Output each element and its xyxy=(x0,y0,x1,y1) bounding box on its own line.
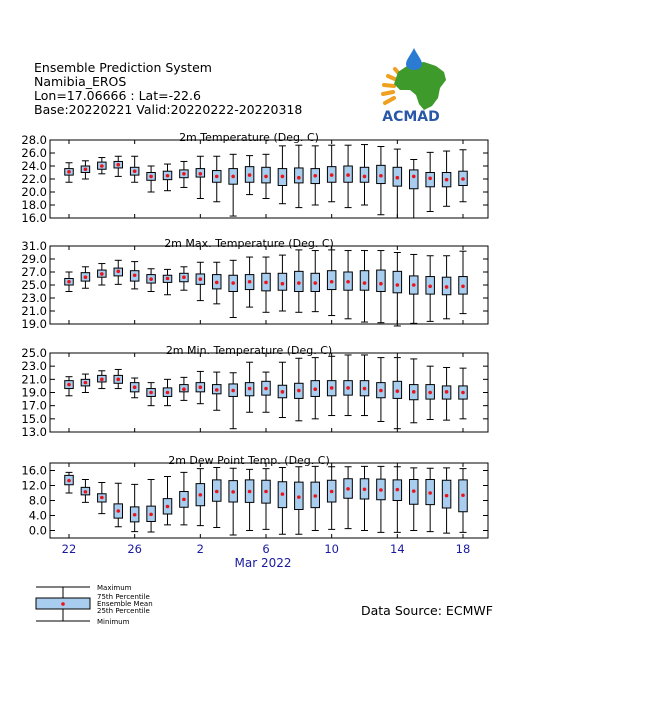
box-day-18 xyxy=(360,251,369,322)
mean-dot xyxy=(116,509,120,513)
box-day-24 xyxy=(459,469,468,533)
mean-dot xyxy=(248,490,252,494)
mean-dot xyxy=(445,390,449,394)
mean-dot xyxy=(281,390,285,394)
mean-dot xyxy=(313,281,317,285)
mean-dot xyxy=(363,487,367,491)
mean-dot xyxy=(67,383,71,387)
box-day-6 xyxy=(163,164,172,191)
box-day-20 xyxy=(393,467,402,533)
y-tick-label: 31.0 xyxy=(21,239,47,253)
mean-dot xyxy=(346,173,350,177)
box-day-3 xyxy=(114,156,123,176)
legend-minimum-label: Minimum xyxy=(97,618,130,626)
box-day-20 xyxy=(393,358,402,429)
mean-dot xyxy=(412,489,416,493)
mean-dot xyxy=(215,388,219,392)
box-day-20 xyxy=(393,149,402,218)
mean-dot xyxy=(313,174,317,178)
header-coordinates: Lon=17.06666 : Lat=-22.6 xyxy=(34,88,201,103)
mean-dot xyxy=(396,176,400,180)
x-tick-label: 6 xyxy=(262,542,270,556)
box-day-3 xyxy=(114,369,123,388)
box-day-22 xyxy=(426,152,435,211)
mean-dot xyxy=(281,282,285,286)
mean-dot xyxy=(133,385,137,389)
box-day-14 xyxy=(295,467,304,535)
box-day-11 xyxy=(245,362,254,412)
box-day-6 xyxy=(163,269,172,294)
mean-dot xyxy=(149,391,153,395)
panel-title: 2m Dew Point Temp. (Deg. C) xyxy=(168,454,330,467)
box-day-9 xyxy=(213,372,222,410)
box-day-0 xyxy=(65,472,74,493)
box-day-2 xyxy=(98,158,107,174)
y-tick-label: 20.0 xyxy=(21,185,47,199)
iqr-box xyxy=(393,271,402,292)
mean-dot xyxy=(461,177,465,181)
y-tick-label: 26.0 xyxy=(21,146,47,160)
y-tick-label: 0.0 xyxy=(28,523,47,538)
mean-dot xyxy=(133,273,137,277)
panel-title: 2m Min. Temperature (Deg. C) xyxy=(165,344,333,357)
mean-dot xyxy=(116,163,120,167)
mean-dot xyxy=(412,175,416,179)
mean-dot xyxy=(379,282,383,286)
mean-dot xyxy=(297,281,301,285)
mean-dot xyxy=(215,490,219,494)
y-tick-label: 8.0 xyxy=(28,493,47,508)
box-day-0 xyxy=(65,272,74,292)
mean-dot xyxy=(297,176,301,180)
mean-dot xyxy=(428,391,432,395)
box-day-24 xyxy=(459,368,468,419)
box-day-15 xyxy=(311,251,320,312)
mean-dot xyxy=(116,378,120,382)
mean-dot xyxy=(363,175,367,179)
header-dates: Base:20220221 Valid:20220222-20220318 xyxy=(34,102,303,117)
box-day-14 xyxy=(295,358,304,421)
mean-dot xyxy=(264,175,268,179)
box-day-8 xyxy=(196,371,205,403)
mean-dot xyxy=(231,389,235,393)
mean-dot xyxy=(412,390,416,394)
y-tick-label: 23.0 xyxy=(21,359,47,374)
mean-dot xyxy=(248,173,252,177)
mean-dot xyxy=(166,391,170,395)
mean-dot xyxy=(248,387,252,391)
box-day-21 xyxy=(410,254,419,323)
mean-dot xyxy=(297,495,301,499)
box-day-12 xyxy=(262,257,271,312)
box-day-13 xyxy=(278,255,287,311)
box-day-16 xyxy=(327,250,336,316)
box-day-4 xyxy=(130,378,139,398)
logo-water-drop-icon xyxy=(406,48,422,70)
box-day-0 xyxy=(65,163,74,183)
mean-dot xyxy=(182,498,186,502)
panel-1 xyxy=(21,131,488,225)
mean-dot xyxy=(149,513,153,517)
box-day-1 xyxy=(81,374,90,392)
box-day-4 xyxy=(130,484,139,531)
box-day-16 xyxy=(327,356,336,415)
box-day-15 xyxy=(311,358,320,419)
mean-dot xyxy=(412,283,416,287)
mean-dot xyxy=(297,389,301,393)
box-day-18 xyxy=(360,466,369,530)
y-tick-label: 23.0 xyxy=(21,291,47,305)
y-tick-label: 25.0 xyxy=(21,278,47,292)
legend-p25-label: 25th Percentile xyxy=(97,607,150,615)
mean-dot xyxy=(166,505,170,509)
y-tick-label: 25.0 xyxy=(21,346,47,360)
box-day-7 xyxy=(180,267,189,290)
mean-dot xyxy=(231,281,235,285)
y-tick-label: 29.0 xyxy=(21,252,47,266)
mean-dot xyxy=(100,496,104,500)
legend xyxy=(36,584,153,626)
box-day-11 xyxy=(245,469,254,530)
mean-dot xyxy=(149,175,153,179)
mean-dot xyxy=(264,281,268,285)
box-day-2 xyxy=(98,483,107,514)
box-day-22 xyxy=(426,256,435,322)
box-day-24 xyxy=(459,150,468,202)
mean-dot xyxy=(264,387,268,391)
box-day-9 xyxy=(213,262,222,304)
box-day-7 xyxy=(180,472,189,525)
box-day-5 xyxy=(147,383,156,406)
mean-dot xyxy=(215,175,219,179)
box-day-18 xyxy=(360,145,369,205)
mean-dot xyxy=(445,178,449,182)
header-station: Namibia_EROS xyxy=(34,74,127,89)
mean-dot xyxy=(445,285,449,289)
mean-dot xyxy=(379,389,383,393)
legend-p75-label: 75th Percentile xyxy=(97,593,150,601)
logo-africa-icon xyxy=(394,62,446,110)
mean-dot xyxy=(166,277,170,281)
box-day-20 xyxy=(393,253,402,326)
mean-dot xyxy=(248,280,252,284)
mean-dot xyxy=(84,490,88,494)
box-day-21 xyxy=(410,160,419,219)
mean-dot xyxy=(100,272,104,276)
box-day-12 xyxy=(262,469,271,530)
mean-dot xyxy=(396,488,400,492)
mean-dot xyxy=(428,491,432,495)
panel-title: 2m Max. Temperature (Deg. C) xyxy=(164,237,334,250)
x-tick-label: 26 xyxy=(127,542,142,556)
mean-dot xyxy=(199,385,203,389)
logo-text: ACMAD xyxy=(382,109,440,125)
acmad-logo xyxy=(382,48,446,125)
mean-dot xyxy=(133,513,137,517)
legend-maximum-label: Maximum xyxy=(97,584,132,592)
y-tick-label: 28.0 xyxy=(21,133,47,147)
mean-dot xyxy=(363,387,367,391)
panel-3 xyxy=(21,344,488,439)
mean-dot xyxy=(330,386,334,390)
box-day-22 xyxy=(426,468,435,531)
box-day-17 xyxy=(344,467,353,529)
y-tick-label: 21.0 xyxy=(21,304,47,318)
mean-dot xyxy=(166,174,170,178)
y-tick-label: 22.0 xyxy=(21,172,47,186)
data-source-label: Data Source: ECMWF xyxy=(361,603,493,618)
y-tick-label: 16.0 xyxy=(21,211,47,225)
mean-dot xyxy=(149,277,153,281)
mean-dot xyxy=(84,167,88,171)
mean-dot xyxy=(199,493,203,497)
box-day-23 xyxy=(442,367,451,420)
x-tick-label: 22 xyxy=(61,542,77,556)
mean-dot xyxy=(215,281,219,285)
x-tick-label: 2 xyxy=(196,542,204,556)
mean-dot xyxy=(264,490,268,494)
box-day-17 xyxy=(344,251,353,319)
y-tick-label: 16.0 xyxy=(21,463,47,478)
box-day-3 xyxy=(114,260,123,284)
box-day-16 xyxy=(327,145,336,202)
box-day-19 xyxy=(377,466,386,532)
box-day-13 xyxy=(278,468,287,535)
box-day-9 xyxy=(213,468,222,528)
box-day-4 xyxy=(130,156,139,182)
iqr-box xyxy=(377,270,386,291)
x-tick-label: 10 xyxy=(324,542,339,556)
y-tick-label: 17.0 xyxy=(21,398,47,413)
box-day-14 xyxy=(295,250,304,312)
legend-mean-dot xyxy=(61,602,65,606)
panel-4 xyxy=(21,454,488,538)
mean-dot xyxy=(67,479,71,483)
mean-dot xyxy=(330,173,334,177)
y-tick-label: 27.0 xyxy=(21,265,47,279)
mean-dot xyxy=(231,490,235,494)
y-tick-label: 24.0 xyxy=(21,159,47,173)
box-day-15 xyxy=(311,146,320,205)
box-day-16 xyxy=(327,467,336,530)
box-day-7 xyxy=(180,161,189,187)
y-tick-label: 19.0 xyxy=(21,317,47,331)
iqr-box xyxy=(295,168,304,183)
box-day-17 xyxy=(344,145,353,207)
box-day-23 xyxy=(442,468,451,533)
y-tick-label: 12.0 xyxy=(21,478,47,493)
y-tick-label: 15.0 xyxy=(21,411,47,426)
box-day-8 xyxy=(196,262,205,300)
mean-dot xyxy=(379,174,383,178)
mean-dot xyxy=(313,387,317,391)
box-day-10 xyxy=(229,468,238,535)
mean-dot xyxy=(461,285,465,289)
box-day-10 xyxy=(229,373,238,429)
mean-dot xyxy=(84,275,88,279)
mean-dot xyxy=(281,492,285,496)
mean-dot xyxy=(116,270,120,274)
box-day-5 xyxy=(147,480,156,533)
iqr-box xyxy=(278,273,287,290)
box-day-21 xyxy=(410,359,419,423)
y-tick-label: 4.0 xyxy=(28,508,47,523)
chart-panels xyxy=(21,131,488,538)
box-day-5 xyxy=(147,166,156,192)
box-day-18 xyxy=(360,355,369,416)
mean-dot xyxy=(346,487,350,491)
box-day-7 xyxy=(180,377,189,400)
mean-dot xyxy=(330,490,334,494)
mean-dot xyxy=(67,170,71,174)
box-day-19 xyxy=(377,147,386,215)
box-day-9 xyxy=(213,156,222,202)
panel-title: 2m Temperature (Deg. C) xyxy=(179,131,319,144)
box-day-14 xyxy=(295,145,304,207)
box-day-13 xyxy=(278,146,287,204)
mean-dot xyxy=(346,280,350,284)
y-tick-label: 19.0 xyxy=(21,385,47,400)
box-day-19 xyxy=(377,358,386,422)
mean-dot xyxy=(445,494,449,498)
mean-dot xyxy=(379,488,383,492)
mean-dot xyxy=(428,285,432,289)
mean-dot xyxy=(84,381,88,385)
box-day-10 xyxy=(229,260,238,317)
box-day-23 xyxy=(442,256,451,319)
box-day-21 xyxy=(410,468,419,531)
mean-dot xyxy=(363,281,367,285)
box-day-12 xyxy=(262,154,271,198)
box-day-17 xyxy=(344,355,353,416)
mean-dot xyxy=(346,386,350,390)
box-day-22 xyxy=(426,366,435,419)
mean-dot xyxy=(330,280,334,284)
box-day-3 xyxy=(114,483,123,527)
mean-dot xyxy=(461,493,465,497)
box-day-2 xyxy=(98,264,107,285)
mean-dot xyxy=(182,275,186,279)
mean-dot xyxy=(396,389,400,393)
box-day-13 xyxy=(278,362,287,417)
box-day-23 xyxy=(442,151,451,206)
box-day-11 xyxy=(245,156,254,195)
box-day-1 xyxy=(81,161,90,179)
box-day-0 xyxy=(65,377,74,396)
box-day-10 xyxy=(229,154,238,216)
box-day-5 xyxy=(147,269,156,292)
iqr-box xyxy=(360,271,369,291)
mean-dot xyxy=(67,280,71,284)
legend-mean-label: Ensemble Mean xyxy=(97,600,153,608)
mean-dot xyxy=(396,283,400,287)
box-day-4 xyxy=(130,262,139,289)
y-tick-label: 18.0 xyxy=(21,198,47,212)
mean-dot xyxy=(182,172,186,176)
mean-dot xyxy=(199,277,203,281)
box-day-6 xyxy=(163,477,172,525)
mean-dot xyxy=(100,164,104,168)
box-day-19 xyxy=(377,251,386,323)
box-day-12 xyxy=(262,372,271,412)
header-title: Ensemble Prediction System xyxy=(34,60,212,75)
mean-dot xyxy=(313,494,317,498)
y-tick-label: 13.0 xyxy=(21,425,47,439)
x-month-label: Mar 2022 xyxy=(234,556,292,570)
box-day-1 xyxy=(81,267,90,288)
panel-2 xyxy=(21,237,488,331)
box-day-8 xyxy=(196,469,205,526)
box-day-6 xyxy=(163,379,172,405)
mean-dot xyxy=(133,169,137,173)
mean-dot xyxy=(428,177,432,181)
mean-dot xyxy=(182,387,186,391)
box-day-8 xyxy=(196,156,205,198)
x-axis xyxy=(62,542,471,570)
box-day-1 xyxy=(81,480,90,503)
mean-dot xyxy=(100,378,104,382)
iqr-box xyxy=(410,170,419,189)
y-tick-label: 21.0 xyxy=(21,372,47,387)
box-day-24 xyxy=(459,251,468,313)
box-day-2 xyxy=(98,371,107,389)
box-day-15 xyxy=(311,466,320,530)
mean-dot xyxy=(231,175,235,179)
mean-dot xyxy=(281,175,285,179)
x-tick-label: 14 xyxy=(390,542,405,556)
mean-dot xyxy=(461,391,465,395)
box-day-11 xyxy=(245,257,254,307)
x-tick-label: 18 xyxy=(455,542,471,556)
mean-dot xyxy=(199,172,203,176)
